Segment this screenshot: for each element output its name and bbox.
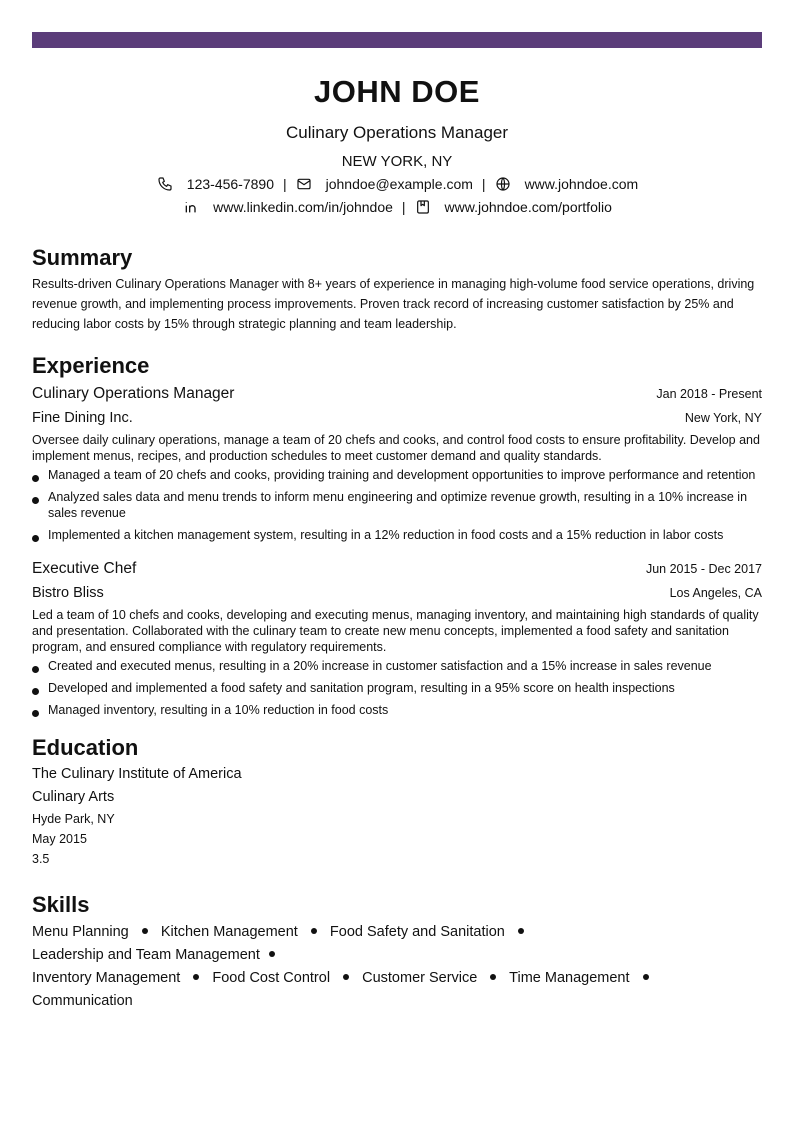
job-dates: Jan 2018 - Present <box>656 387 762 401</box>
website-text: www.johndoe.com <box>524 176 639 192</box>
education-date: May 2015 <box>32 832 87 846</box>
globe-icon <box>494 175 512 193</box>
skill-item: Food Safety and Sanitation <box>329 924 505 940</box>
resume-page <box>32 48 762 1013</box>
candidate-location: NEW YORK, NY <box>341 153 453 170</box>
skill-item: Menu Planning <box>32 924 129 940</box>
skill-item: Inventory Management <box>32 970 181 986</box>
summary-section <box>32 244 762 334</box>
education-school: The Culinary Institute of America <box>32 766 242 782</box>
skill-separator-dot-icon <box>643 974 649 980</box>
job-bullet <box>32 680 762 696</box>
job-location: Los Angeles, CA <box>669 586 762 600</box>
contact-separator: | <box>481 176 486 192</box>
job-entry <box>32 557 762 718</box>
linkedin-text: www.linkedin.com/in/johndoe <box>213 199 393 215</box>
contact-row-secondary <box>32 196 762 218</box>
bullet-dot-icon <box>32 710 39 717</box>
job-title: Executive Chef <box>32 560 137 577</box>
bullet-dot-icon <box>32 688 39 695</box>
bookmark-icon <box>414 198 432 216</box>
skill-separator-dot-icon <box>193 974 199 980</box>
skill-separator-dot-icon <box>343 974 349 980</box>
skill-separator-dot-icon <box>490 974 496 980</box>
skills-list <box>32 921 762 1013</box>
contact-separator: | <box>401 199 406 215</box>
skill-separator-dot-icon <box>269 951 275 957</box>
education-location: Hyde Park, NY <box>32 812 115 826</box>
job-title: Culinary Operations Manager <box>32 385 235 402</box>
contact-phone[interactable] <box>156 173 274 195</box>
linkedin-icon <box>182 198 200 216</box>
candidate-title: Culinary Operations Manager <box>285 123 509 142</box>
bullet-dot-icon <box>32 475 39 482</box>
skill-separator-dot-icon <box>311 928 317 934</box>
accent-top-bar <box>32 32 762 48</box>
skill-separator-dot-icon <box>142 928 148 934</box>
job-dates: Jun 2015 - Dec 2017 <box>645 562 762 576</box>
portfolio-text: www.johndoe.com/portfolio <box>444 199 612 215</box>
email-text: johndoe@example.com <box>325 176 473 192</box>
phone-icon <box>156 175 174 193</box>
job-bullets <box>32 467 762 543</box>
skill-item: Communication <box>32 993 133 1009</box>
job-bullet <box>32 527 762 543</box>
candidate-name: JOHN DOE <box>314 74 480 109</box>
skill-item: Kitchen Management <box>160 924 298 940</box>
contact-linkedin[interactable] <box>182 196 393 218</box>
job-bullet-text: Analyzed sales data and menu trends to inform menu engineering and optimize revenue growth, resulting in a 10% increase in sales revenue <box>48 490 748 520</box>
contact-email[interactable] <box>295 173 473 195</box>
job-description: Led a team of 10 chefs and cooks, developing and executing menus, managing inventory, and maintaining high standards of quality and presentation. Collaborated with the culinary team to create new menu concepts, implemented a food safety and sanitation program, and ensured compliance with regulatory requirements. <box>32 608 759 654</box>
job-description: Oversee daily culinary operations, manage a team of 20 chefs and cooks, and control food costs to ensure profitability. Develop and implement menus, recipes, and production schedules to meet customer demand and quality standards. <box>32 433 760 463</box>
job-bullet <box>32 467 762 483</box>
job-bullet-text: Developed and implemented a food safety and sanitation program, resulting in a 95% score on health inspections <box>48 681 675 695</box>
education-heading: Education <box>32 735 139 760</box>
contact-portfolio[interactable] <box>414 196 612 218</box>
contact-row-primary <box>32 173 762 195</box>
job-bullet <box>32 658 762 674</box>
job-bullet <box>32 702 762 718</box>
phone-text: 123-456-7890 <box>186 176 274 192</box>
job-bullet-text: Managed a team of 20 chefs and cooks, providing training and development opportunities to improve performance and retention <box>48 468 756 482</box>
job-location: New York, NY <box>684 411 762 425</box>
experience-section <box>32 352 762 718</box>
summary-text: Results-driven Culinary Operations Manager with 8+ years of experience in managing high-volume food service operations, driving revenue growth, and implementing process improvements. Proven track record of increasing customer satisfaction by 25% and reducing labor costs by 15% through strategic planning and team leadership. <box>32 277 755 331</box>
mail-icon <box>295 175 313 193</box>
job-bullet <box>32 489 762 521</box>
job-company: Fine Dining Inc. <box>32 410 133 426</box>
skill-item: Food Cost Control <box>212 970 331 986</box>
job-bullets <box>32 658 762 718</box>
job-entry <box>32 382 762 543</box>
education-degree: Culinary Arts <box>32 789 115 805</box>
skills-section <box>32 891 762 1013</box>
experience-heading: Experience <box>32 353 150 378</box>
summary-heading: Summary <box>32 245 133 270</box>
skill-separator-dot-icon <box>518 928 524 934</box>
education-gpa: 3.5 <box>32 852 50 866</box>
contact-separator: | <box>282 176 287 192</box>
skill-item: Time Management <box>509 970 630 986</box>
bullet-dot-icon <box>32 666 39 673</box>
skill-item: Leadership and Team Management <box>32 947 260 963</box>
bullet-dot-icon <box>32 535 39 542</box>
contact-website[interactable] <box>494 173 639 195</box>
job-bullet-text: Created and executed menus, resulting in a 20% increase in customer satisfaction and a 15% increase in sales revenue <box>48 659 712 673</box>
job-bullet-text: Managed inventory, resulting in a 10% reduction in food costs <box>48 703 389 717</box>
job-company: Bistro Bliss <box>32 585 104 601</box>
bullet-dot-icon <box>32 497 39 504</box>
education-section <box>32 734 762 869</box>
skills-heading: Skills <box>32 892 90 917</box>
job-bullet-text: Implemented a kitchen management system, resulting in a 12% reduction in food costs and a 15% reduction in labor costs <box>48 528 724 542</box>
skill-item: Customer Service <box>362 970 478 986</box>
